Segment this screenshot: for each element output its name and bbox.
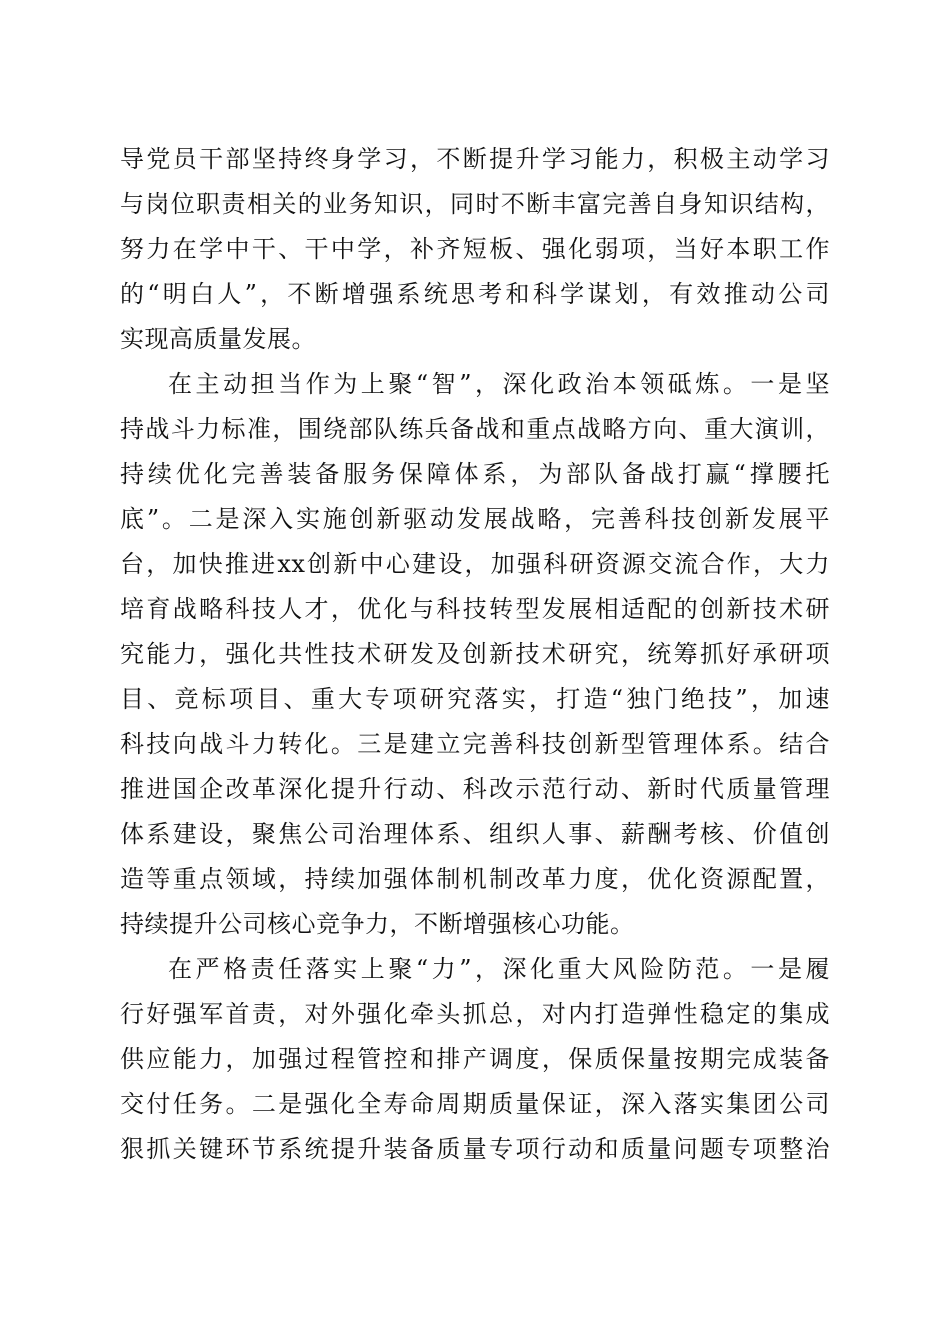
- text-line: 培育战略科技人才，优化与科技转型发展相适配的创新技术研: [120, 595, 830, 623]
- text-line: 底”。二是深入实施创新驱动发展战略，完善科技创新发展平: [120, 505, 830, 533]
- text-line: 持续优化完善装备服务保障体系，为部队备战打赢“撑腰托: [120, 460, 830, 488]
- text-line: 造等重点领域，持续加强体制机制改革力度，优化资源配置，: [120, 865, 830, 893]
- text-line: 实现高质量发展。: [120, 325, 316, 353]
- text-line: 科技向战斗力转化。三是建立完善科技创新型管理体系。结合: [120, 730, 830, 758]
- text-line: 与岗位职责相关的业务知识，同时不断丰富完善自身知识结构，: [120, 190, 830, 218]
- text-line: 的“明白人”，不断增强系统思考和科学谋划，有效推动公司: [120, 280, 830, 308]
- text-line: 供应能力，加强过程管控和排产调度，保质保量按期完成装备: [120, 1045, 830, 1073]
- text-line: 推进国企改革深化提升行动、科改示范行动、新时代质量管理: [120, 775, 830, 803]
- text-line: 持战斗力标准，围绕部队练兵备战和重点战略方向、重大演训，: [120, 415, 830, 443]
- paragraph-first-line: 在主动担当作为上聚“智”，深化政治本领砥炼。一是坚: [168, 370, 830, 398]
- text-line: 行好强军首责，对外强化牵头抓总，对内打造弹性稳定的集成: [120, 1000, 830, 1028]
- text-line: 导党员干部坚持终身学习，不断提升学习能力，积极主动学习: [120, 145, 830, 173]
- paragraph-first-line: 在严格责任落实上聚“力”，深化重大风险防范。一是履: [168, 955, 830, 983]
- text-line: 努力在学中干、干中学，补齐短板、强化弱项，当好本职工作: [120, 235, 830, 263]
- text-line: 交付任务。二是强化全寿命周期质量保证，深入落实集团公司: [120, 1090, 830, 1118]
- text-line: 持续提升公司核心竞争力，不断增强核心功能。: [120, 910, 635, 938]
- text-line: 目、竞标项目、重大专项研究落实，打造“独门绝技”，加速: [120, 685, 830, 713]
- text-line: 狠抓关键环节系统提升装备质量专项行动和质量问题专项整治: [120, 1135, 830, 1163]
- text-line: 究能力，强化共性技术研发及创新技术研究，统筹抓好承研项: [120, 640, 830, 668]
- text-line: 台，加快推进xx创新中心建设，加强科研资源交流合作，大力: [120, 550, 830, 578]
- text-line: 体系建设，聚焦公司治理体系、组织人事、薪酬考核、价值创: [120, 820, 830, 848]
